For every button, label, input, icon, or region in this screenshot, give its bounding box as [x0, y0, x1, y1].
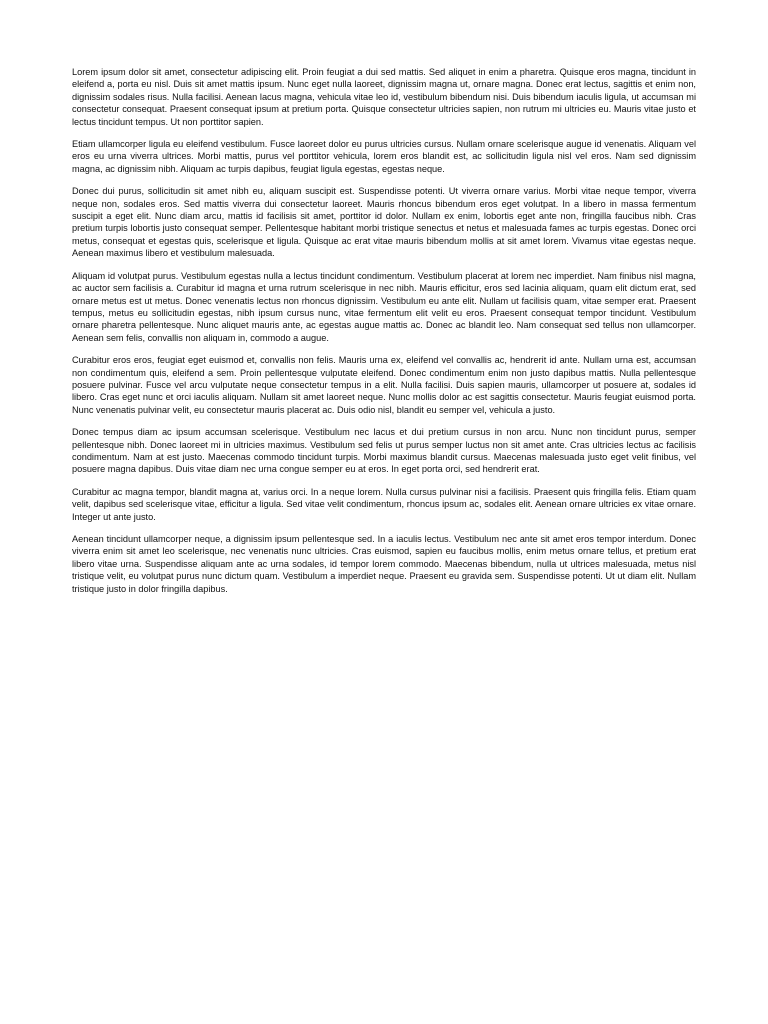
paragraph-7: Curabitur ac magna tempor, blandit magna at, varius orci. In a neque lorem. Nulla cursus pulvinar nisi a facilisis. Praesent quis fringilla felis. Etiam quam velit, dapibus sed scelerisque vitae, efficitur a ligula. Sed vitae velit condimentum, rhoncus ipsum ac, sodales elit. Aenean ornare ultricies ex vitae ornare. Integer ut ante justo. [72, 486, 696, 522]
paragraph-1: Lorem ipsum dolor sit amet, consectetur adipiscing elit. Proin feugiat a dui sed mattis. Sed aliquet in enim a pharetra. Quisque eros magna, tincidunt in eleifend a, porta eu nisl. Duis sit amet mattis ipsum. Nunc eget nulla laoreet, dignissim magna ut, ornare magna. Donec erat lectus, sagittis et enim non, dignissim sodales risus. Nulla facilisi. Aenean lacus magna, vehicula vitae leo id, vestibulum bibendum nisi. Duis bibendum iaculis ligula, ut accumsan mi consectetur consequat. Praesent consequat ipsum at pretium porta. Quisque consectetur ultricies sapien, non rutrum mi ultricies eu. Mauris vitae justo et lectus tincidunt tempus. Ut non porttitor sapien. [72, 67, 696, 127]
paragraph-4: Aliquam id volutpat purus. Vestibulum egestas nulla a lectus tincidunt condimentum. Vestibulum placerat at lorem nec imperdiet. Nam finibus nisl magna, ac auctor sem facilisis a. Curabitur id magna et urna rutrum scelerisque in nec nibh. Mauris efficitur, eros sed lacinia aliquam, quam elit dictum erat, sed ornare metus est ut metus. Donec venenatis lectus non rhoncus dignissim. Vestibulum eu ante elit. Nullam ut facilisis quam, vitae semper erat. Praesent tempus, metus eu sollicitudin egestas, nibh ipsum cursus nunc, vitae fermentum elit velit eu eros. Praesent consequat tempor tincidunt. Vestibulum ornare pharetra pellentesque. Nunc aliquet mauris ante, ac egestas augue mattis ac. Donec ac blandit leo. Nam consequat sed tellus non ullamcorper. Aenean sem felis, convallis non aliquam in, commodo a augue. [72, 270, 696, 343]
paragraph-8: Aenean tincidunt ullamcorper neque, a dignissim ipsum pellentesque sed. In a iaculis lectus. Vestibulum nec ante sit amet eros tempor interdum. Donec viverra enim sit amet leo scelerisque, nec venenatis nunc ultricies. Cras euismod, sapien eu faucibus mollis, enim metus ornare tellus, et pretium erat libero vitae urna. Suspendisse aliquam ante ac urna sodales, id tempor lorem commodo. Maecenas bibendum, nulla ut ultrices malesuada, metus nisl tristique velit, eu volutpat purus nunc dictum quam. Vestibulum a imperdiet neque. Praesent eu gravida sem. Suspendisse potenti. Ut ut diam elit. Nullam tristique justo in dolor fringilla dapibus. [72, 534, 696, 594]
paragraph-6: Donec tempus diam ac ipsum accumsan scelerisque. Vestibulum nec lacus et dui pretium cursus in non arcu. Nunc non tincidunt purus, semper pellentesque nibh. Donec laoreet mi in ultricies maximus. Vestibulum sed felis ut purus semper luctus non sit amet ante. Cras ultricies lectus ac facilisis condimentum. Nam at est justo. Maecenas commodo tincidunt turpis. Morbi maximus blandit cursus. Maecenas malesuada justo eget velit finibus, vel posuere magna dapibus. Duis vitae diam nec urna congue semper eu at eros. In eget porta orci, sed hendrerit erat. [72, 427, 696, 475]
paragraph-5: Curabitur eros eros, feugiat eget euismod et, convallis non felis. Mauris urna ex, eleifend vel convallis ac, hendrerit id ante. Nullam urna est, accumsan non condimentum quis, eleifend a sem. Proin pellentesque vulputate eleifend. Donec condimentum enim non justo dapibus mattis. Nulla pellentesque posuere pulvinar. Fusce vel arcu vulputate neque consectetur tempus in a elit. Nulla facilisi. Duis sapien mauris, ullamcorper ut posuere at, sodales id libero. Cras eget nunc et orci iaculis aliquam. Nullam sit amet laoreet neque. Nunc mollis dolor ac est sagittis consectetur. Mauris feugiat euismod porta. Nunc venenatis pulvinar velit, eu consectetur mauris placerat ac. Duis odio nisl, blandit eu semper vel, vehicula a justo. [72, 355, 696, 415]
paragraph-2: Etiam ullamcorper ligula eu eleifend vestibulum. Fusce laoreet dolor eu purus ultricies cursus. Nullam ornare scelerisque augue id venenatis. Aliquam vel eros eu urna viverra ultrices. Morbi mattis, purus vel porttitor vehicula, lorem eros blandit est, ac sollicitudin ligula nisl vel eros. Nam sed dignissim magna, ac dignissim nibh. Aliquam ac turpis dapibus, feugiat ligula egestas, egestas neque. [72, 139, 696, 174]
paragraph-3: Donec dui purus, sollicitudin sit amet nibh eu, aliquam suscipit est. Suspendisse potenti. Ut viverra ornare varius. Morbi vitae neque tempor, viverra neque non, sodales eros. Sed mattis viverra dui consectetur laoreet. Mauris rhoncus bibendum eros eget volutpat. In a libero in massa fermentum suscipit a eget elit. Nunc diam arcu, mattis id facilisis sit amet, porttitor id dolor. Nullam ex enim, lobortis eget ante non, fringilla faucibus nibh. Cras pretium turpis lobortis justo consequat semper. Pellentesque habitant morbi tristique senectus et netus et malesuada fames ac turpis egestas. Donec orci metus, consequat et egestas quis, scelerisque et ligula. Quisque ac erat vitae mauris bibendum mollis at sit amet lorem. Vivamus vitae egestas neque. Aenean maximus libero et vestibulum malesuada. [72, 186, 696, 259]
